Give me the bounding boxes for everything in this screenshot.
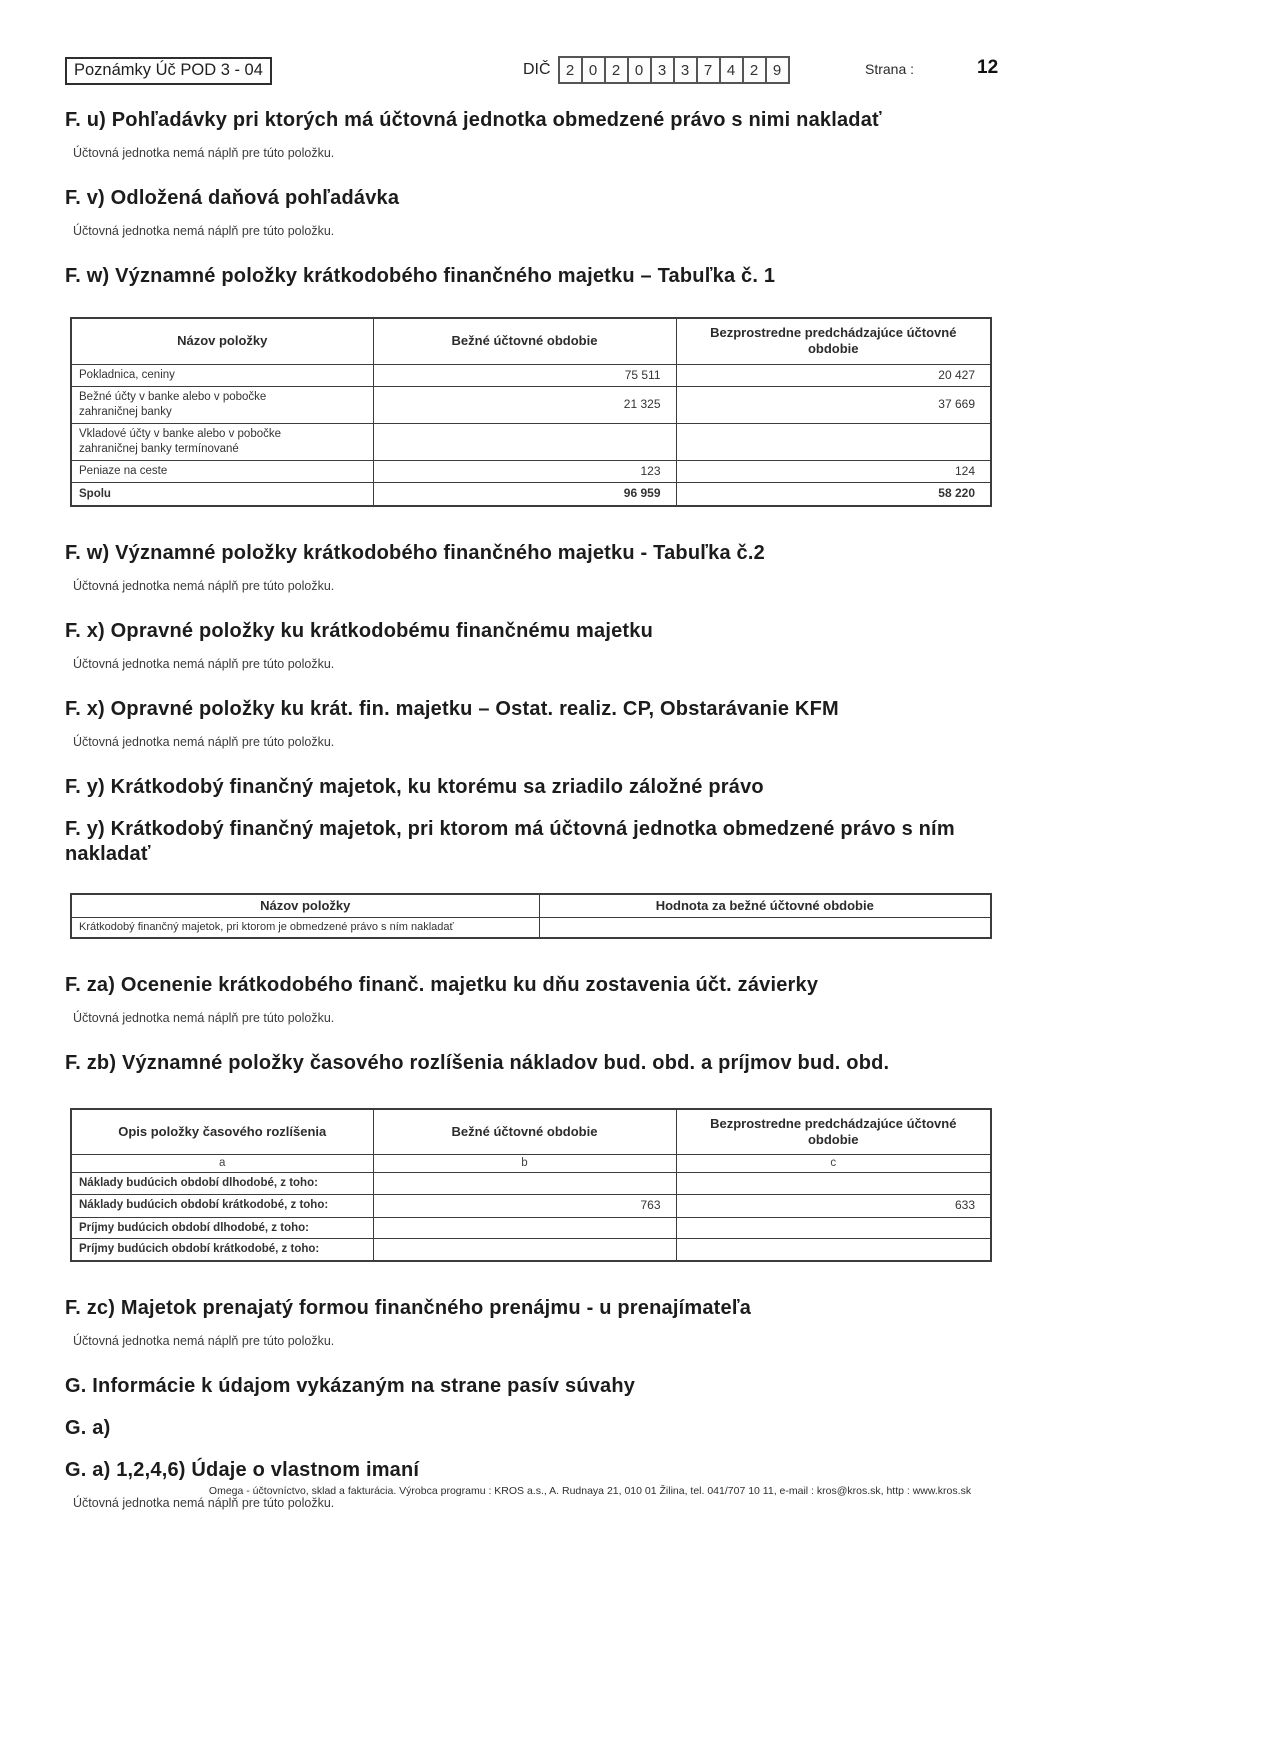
dic-digit: 2	[558, 56, 583, 84]
dic-digit: 2	[742, 56, 767, 84]
column-letter: a	[71, 1155, 373, 1173]
row-label: Príjmy budúcich období krátkodobé, z toho:	[71, 1239, 373, 1261]
current-period-value	[539, 918, 991, 938]
table-row	[71, 1239, 991, 1261]
no-content-note: Účtovná jednotka nemá náplň pre túto položku.	[73, 146, 335, 160]
document-footer: Omega - účtovníctvo, sklad a fakturácia. Výrobca programu : KROS a.s., A. Rudnaya 21, 010 01 Žilina, tel. 041/707 10 11, e-mail : kros@kros.sk, http : www.kros.sk	[208, 1485, 972, 1497]
table-row	[71, 1194, 991, 1217]
previous-period-value: 124	[676, 460, 991, 483]
dic-digit: 9	[765, 56, 790, 84]
row-label: Bežné účty v banke alebo v pobočke zahraničnej banky	[71, 387, 373, 424]
dic-digit: 0	[627, 56, 652, 84]
table-header-row	[71, 318, 991, 364]
table-row	[71, 364, 991, 387]
table-header-row	[71, 894, 991, 918]
section-heading-fx1: F. x) Opravné položky ku krátkodobému finančnému majetku	[65, 620, 653, 643]
current-period-value: 96 959	[373, 483, 676, 506]
document-content	[65, 108, 1010, 1510]
current-period-value: 763	[373, 1194, 676, 1217]
column-header-description: Opis položky časového rozlíšenia	[71, 1109, 373, 1155]
section-heading-fw-table1: F. w) Významné položky krátkodobého finančného majetku – Tabuľka č. 1	[65, 265, 776, 287]
page-indicator	[865, 57, 1065, 79]
column-header-name: Názov položky	[71, 894, 539, 918]
row-label: Vkladové účty v banke alebo v pobočke zahraničnej banky termínované	[71, 423, 373, 460]
section-heading-fzc: F. zc) Majetok prenajatý formou finančného prenájmu - u prenajímateľa	[65, 1297, 752, 1320]
no-content-note: Účtovná jednotka nemá náplň pre túto položku.	[73, 657, 335, 672]
document-header	[65, 55, 1010, 99]
table-row	[71, 1173, 991, 1195]
table-row	[71, 1217, 991, 1239]
previous-period-value: 20 427	[676, 364, 991, 387]
page-label: Strana :	[865, 61, 915, 77]
row-label: Náklady budúcich období dlhodobé, z toho:	[71, 1173, 373, 1195]
column-header-current-period: Bežné účtovné obdobie	[373, 1109, 676, 1155]
current-period-value: 75 511	[373, 364, 676, 387]
previous-period-value: 37 669	[676, 387, 991, 424]
section-heading-g: G. Informácie k údajom vykázaným na strane pasív súvahy	[65, 1375, 636, 1398]
current-period-value: 21 325	[373, 387, 676, 424]
column-header-previous-period: Bezprostredne predchádzajúce účtovné obdobie	[676, 318, 991, 364]
current-period-value	[373, 1173, 676, 1195]
row-label: Spolu	[71, 483, 373, 506]
current-period-value	[373, 1217, 676, 1239]
form-title: Poznámky Úč POD 3 - 04	[65, 57, 272, 85]
column-letter-row	[71, 1155, 991, 1173]
column-header-current-value: Hodnota za bežné účtovné obdobie	[539, 894, 991, 918]
restricted-financial-assets-table	[70, 893, 992, 939]
section-heading-fv: F. v) Odložená daňová pohľadávka	[65, 187, 400, 209]
dic-digit-boxes	[558, 56, 790, 84]
section-heading-ga: G. a)	[65, 1417, 111, 1440]
table-row	[71, 918, 991, 938]
previous-period-value	[676, 1217, 991, 1239]
column-letter: b	[373, 1155, 676, 1173]
row-label: Krátkodobý finančný majetok, pri ktorom je obmedzené právo s ním nakladať	[71, 918, 539, 938]
current-period-value	[373, 423, 676, 460]
column-header-name: Názov položky	[71, 318, 373, 364]
dic-field	[523, 56, 790, 84]
section-heading-fy2: F. y) Krátkodobý finančný majetok, pri ktorom má účtovná jednotka obmedzené právo s ním nakladať	[65, 818, 955, 866]
section-heading-fx2: F. x) Opravné položky ku krát. fin. majetku – Ostat. realiz. CP, Obstarávanie KFM	[65, 698, 839, 721]
dic-digit: 0	[581, 56, 606, 84]
table-row	[71, 423, 991, 460]
column-letter: c	[676, 1155, 991, 1173]
previous-period-value: 58 220	[676, 483, 991, 506]
table-row	[71, 460, 991, 483]
dic-label: DIČ	[523, 61, 551, 78]
dic-digit: 3	[650, 56, 675, 84]
page-number: 12	[977, 57, 999, 78]
dic-digit: 2	[604, 56, 629, 84]
table-header-row	[71, 1109, 991, 1155]
table-row	[71, 387, 991, 424]
column-header-previous-period: Bezprostredne predchádzajúce účtovné obdobie	[676, 1109, 991, 1155]
section-heading-fza: F. za) Ocenenie krátkodobého finanč. majetku ku dňu zostavenia účt. závierky	[65, 973, 819, 996]
previous-period-value	[676, 423, 991, 460]
previous-period-value	[676, 1239, 991, 1261]
column-header-current-period: Bežné účtovné obdobie	[373, 318, 676, 364]
dic-digit: 4	[719, 56, 744, 84]
dic-digit: 7	[696, 56, 721, 84]
accruals-deferrals-table	[70, 1108, 992, 1263]
table-total-row	[71, 483, 991, 506]
dic-digit: 3	[673, 56, 698, 84]
no-content-note: Účtovná jednotka nemá náplň pre túto položku.	[73, 735, 335, 750]
current-period-value	[373, 1239, 676, 1261]
row-label: Náklady budúcich období krátkodobé, z toho:	[71, 1194, 373, 1217]
no-content-note: Účtovná jednotka nemá náplň pre túto položku.	[73, 1334, 335, 1349]
row-label: Príjmy budúcich období dlhodobé, z toho:	[71, 1217, 373, 1239]
section-heading-fy1: F. y) Krátkodobý finančný majetok, ku ktorému sa zriadilo záložné právo	[65, 776, 764, 799]
previous-period-value	[676, 1173, 991, 1195]
no-content-note: Účtovná jednotka nemá náplň pre túto položku.	[73, 579, 335, 594]
no-content-note: Účtovná jednotka nemá náplň pre túto položku.	[73, 1010, 335, 1025]
current-period-value: 123	[373, 460, 676, 483]
section-heading-fw-table2: F. w) Významné položky krátkodobého finančného majetku - Tabuľka č.2	[65, 542, 765, 565]
no-content-note: Účtovná jednotka nemá náplň pre túto položku.	[73, 1496, 335, 1511]
previous-period-value: 633	[676, 1194, 991, 1217]
row-label: Peniaze na ceste	[71, 460, 373, 483]
section-heading-fu: F. u) Pohľadávky pri ktorých má účtovná jednotka obmedzené právo s nimi nakladať	[65, 109, 882, 131]
section-heading-fzb: F. zb) Významné položky časového rozlíšenia nákladov bud. obd. a príjmov bud. obd.	[65, 1051, 890, 1074]
section-heading-ga1246: G. a) 1,2,4,6) Údaje o vlastnom imaní	[65, 1459, 420, 1482]
short-term-financial-assets-table	[70, 317, 992, 507]
no-content-note: Účtovná jednotka nemá náplň pre túto položku.	[73, 224, 335, 238]
row-label: Pokladnica, ceniny	[71, 364, 373, 387]
